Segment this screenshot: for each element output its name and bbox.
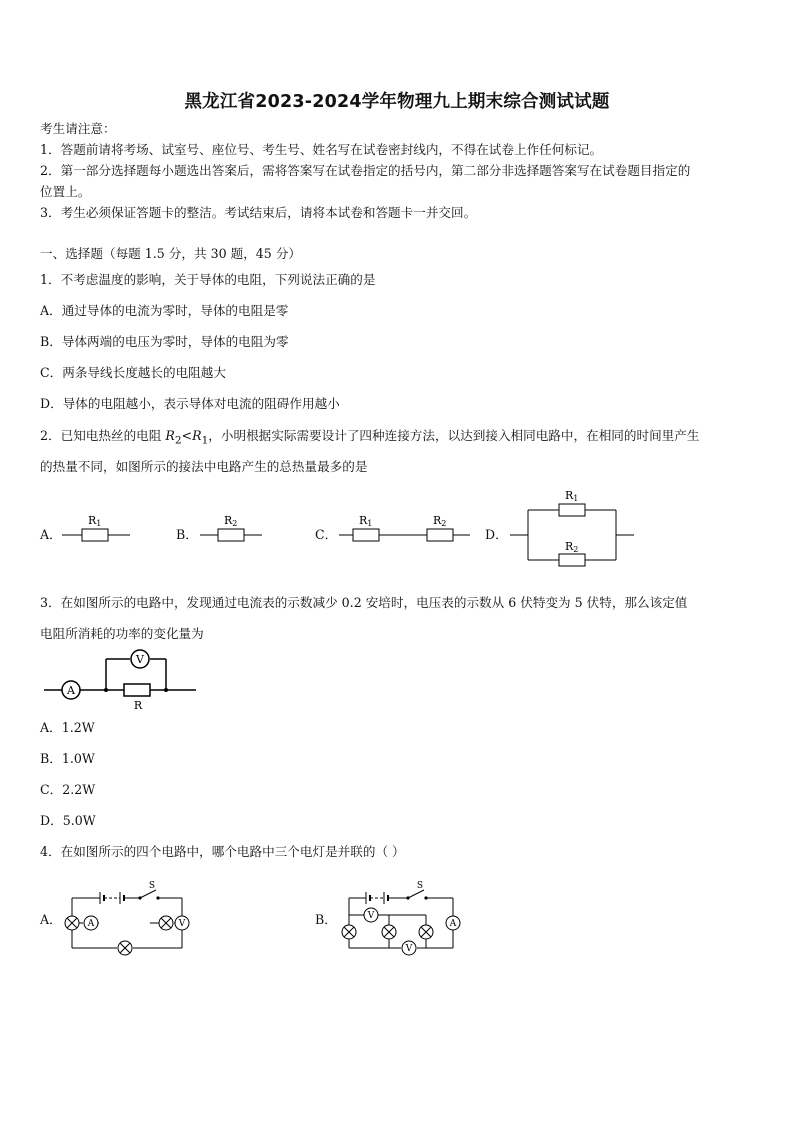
label-r2-d: R2 — [565, 540, 579, 554]
question-1-option-b: B．导体两端的电压为零时，导体的电阻为零 — [40, 334, 289, 349]
voltmeter-label: V — [136, 653, 144, 666]
q2-option-c-label: C． — [315, 527, 338, 542]
label-r1-c: R1 — [359, 514, 373, 528]
voltmeter-label-b1: V — [367, 911, 375, 921]
r1-symbol: R — [192, 428, 202, 443]
q2-option-b-label: B． — [176, 527, 198, 542]
q2-option-d-label: D． — [485, 527, 508, 542]
ammeter-label-a: A — [87, 919, 95, 929]
notice-heading: 考生请注意： — [40, 121, 116, 136]
resistor-r — [124, 684, 150, 696]
question-3-option-b: B．1.0W — [40, 751, 95, 766]
question-1-option-a: A．通过导体的电流为零时，导体的电阻是零 — [40, 303, 289, 318]
q3-circuit-figure — [0, 640, 260, 715]
question-3-stem: 3．在如图所示的电路中，发现通过电流表的示数减少 0.2 安培时，电压表的示数从 6 伏特变为 5 伏特，那么该定值 — [40, 595, 688, 610]
question-2-stem: 2．已知电热丝的电阻 $R_2<R_1$，小明根据实际需要设计了四种连接方法，以达到接入相同电路中，在相同的时间里产生 — [40, 428, 700, 447]
question-1-option-c: C．两条导线长度越长的电阻越大 — [40, 365, 226, 380]
ammeter-label-b: A — [449, 919, 457, 929]
voltmeter-label-a: V — [178, 919, 186, 929]
switch-label-b: S — [416, 881, 424, 891]
switch-label-a: S — [148, 881, 156, 891]
label-r1-d: R1 — [565, 489, 579, 503]
resistor-r2-c — [427, 529, 453, 541]
question-1-option-d: D．导体的电阻越小，表示导体对电流的阻碍作用越小 — [40, 396, 340, 411]
resistor-r2-d — [559, 554, 585, 566]
q2-option-a-label: A． — [40, 527, 62, 542]
ammeter-label: A — [67, 684, 75, 697]
label-r2-b: R2 — [224, 514, 238, 528]
section-heading: 一、选择题（每题 1.5 分，共 30 题，45 分） — [40, 246, 302, 261]
question-3-option-d: D．5.0W — [40, 813, 96, 828]
notice-item-2: 2．第一部分选择题每小题选出答案后，需将答案写在试卷指定的括号内，第二部分非选择题答案写在试卷题目指定的 — [40, 163, 691, 178]
question-3-option-c: C．2.2W — [40, 782, 96, 797]
resistor-r1-c — [353, 529, 379, 541]
question-3-stem-cont: 电阻所消耗的功率的变化量为 — [40, 626, 204, 641]
resistor-r2-b — [218, 529, 244, 541]
question-3-option-a: A．1.2W — [40, 720, 95, 735]
resistor-r1-a — [82, 529, 108, 541]
q4-option-b-label: B． — [315, 912, 337, 927]
notice-item-3: 3．考生必须保证答题卡的整洁。考试结束后，请将本试卷和答题卡一并交回。 — [40, 205, 477, 220]
r2-symbol: R — [165, 428, 175, 443]
label-r1-a: R1 — [88, 514, 102, 528]
question-1-stem: 1．不考虑温度的影响，关于导体的电阻，下列说法正确的是 — [40, 272, 376, 287]
resistor-label: R — [133, 699, 143, 712]
question-2-stem-cont: 的热量不同，如图所示的接法中电路产生的总热量最多的是 — [40, 459, 368, 474]
notice-item-2-cont: 位置上。 — [40, 184, 91, 199]
q4-option-a-label: A． — [40, 912, 62, 927]
page-title: 黑龙江省2023-2024学年物理九上期末综合测试试题 — [184, 92, 610, 112]
label-r2-c: R2 — [433, 514, 447, 528]
voltmeter-label-b2: V — [405, 944, 413, 954]
notice-item-1: 1．答题前请将考场、试室号、座位号、考生号、姓名写在试卷密封线内，不得在试卷上作任何标记。 — [40, 142, 603, 157]
resistor-r1-d — [559, 504, 585, 516]
q2-circuit-figures — [0, 480, 794, 580]
question-4-stem: 4．在如图所示的四个电路中，哪个电路中三个电灯是并联的（ ） — [40, 844, 405, 859]
q4-circuit-figures — [0, 870, 794, 960]
